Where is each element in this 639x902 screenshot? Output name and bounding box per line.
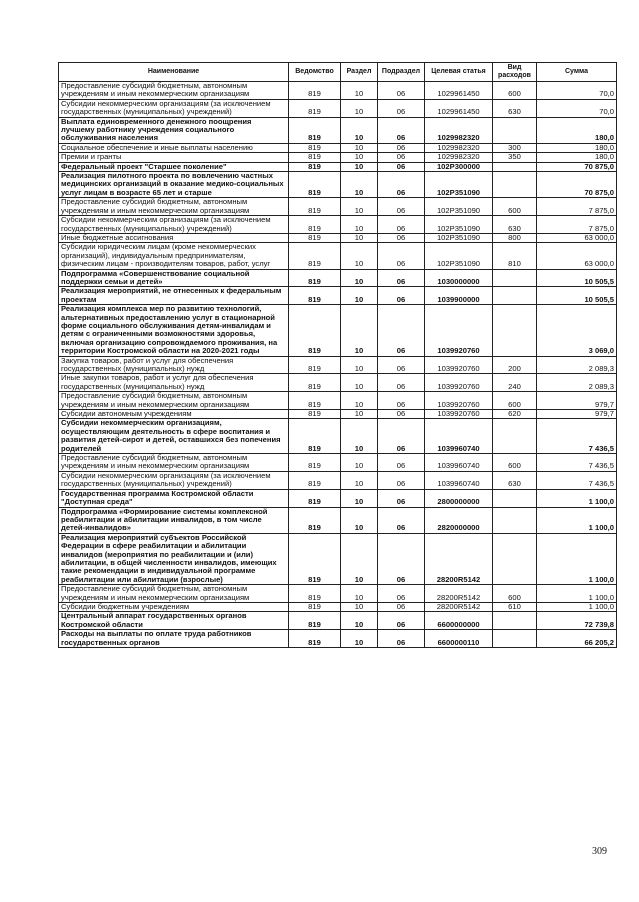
cell-vid-rashodov: 610 <box>493 602 537 611</box>
cell-name: Премии и гранты <box>59 153 289 162</box>
cell-name: Выплата единовременного денежного поощрения лучшему работнику учреждения социального обслуживания населения <box>59 117 289 143</box>
cell-vedomstvo: 819 <box>289 471 341 489</box>
table-row <box>59 117 617 143</box>
cell-vid-rashodov <box>493 419 537 454</box>
cell-vedomstvo: 819 <box>289 172 341 198</box>
cell-razdel: 10 <box>341 99 378 117</box>
cell-celevaya-statya: 1039960740 <box>425 419 493 454</box>
table-row <box>59 454 617 472</box>
cell-vedomstvo: 819 <box>289 602 341 611</box>
cell-vid-rashodov: 300 <box>493 143 537 152</box>
cell-vid-rashodov: 630 <box>493 471 537 489</box>
cell-celevaya-statya: 102P351090 <box>425 233 493 242</box>
cell-razdel: 10 <box>341 533 378 584</box>
cell-vedomstvo: 819 <box>289 99 341 117</box>
cell-vedomstvo: 819 <box>289 216 341 234</box>
header-summa: Сумма <box>537 63 617 82</box>
cell-summa: 63 000,0 <box>537 243 617 269</box>
cell-name: Закупка товаров, работ и услуг для обеспечения государственных (муниципальных) нужд <box>59 356 289 374</box>
cell-name: Реализация комплекса мер по развитию технологий, альтернативных предоставлению услуг в стационарной форме социального обслуживания детям-инвалидам и детям с ограниченными возможностями здоровья, включая организацию сопровождаемого проживания, на территории Костромской области на 2020-2021 годы <box>59 305 289 356</box>
cell-podrazdel: 06 <box>378 117 425 143</box>
cell-razdel: 10 <box>341 602 378 611</box>
cell-name: Федеральный проект "Старшее поколение" <box>59 162 289 171</box>
cell-podrazdel: 06 <box>378 269 425 287</box>
cell-name: Предоставление субсидий бюджетным, автономным учреждениям и иным некоммерческим организациям <box>59 454 289 472</box>
cell-summa: 1 100,0 <box>537 507 617 533</box>
cell-podrazdel: 06 <box>378 507 425 533</box>
cell-podrazdel: 06 <box>378 489 425 507</box>
cell-razdel: 10 <box>341 356 378 374</box>
cell-podrazdel: 06 <box>378 82 425 100</box>
table-header-row <box>59 63 617 82</box>
cell-vedomstvo: 819 <box>289 489 341 507</box>
cell-name: Иные закупки товаров, работ и услуг для обеспечения государственных (муниципальных) нужд <box>59 374 289 392</box>
cell-vid-rashodov <box>493 172 537 198</box>
cell-name: Подпрограмма «Совершенствование социальной поддержки семьи и детей» <box>59 269 289 287</box>
cell-name: Субсидии некоммерческим организациям (за исключением государственных (муниципальных) учреждений) <box>59 99 289 117</box>
table-row <box>59 143 617 152</box>
cell-podrazdel: 06 <box>378 198 425 216</box>
table-row <box>59 269 617 287</box>
cell-vid-rashodov: 630 <box>493 216 537 234</box>
cell-celevaya-statya: 1029982320 <box>425 117 493 143</box>
cell-podrazdel: 06 <box>378 419 425 454</box>
cell-celevaya-statya: 102P351090 <box>425 243 493 269</box>
cell-summa: 70,0 <box>537 99 617 117</box>
cell-razdel: 10 <box>341 172 378 198</box>
cell-vedomstvo: 819 <box>289 269 341 287</box>
table-row <box>59 392 617 410</box>
cell-summa: 1 100,0 <box>537 585 617 603</box>
cell-name: Государственная программа Костромской области "Доступная среда" <box>59 489 289 507</box>
cell-summa: 3 069,0 <box>537 305 617 356</box>
cell-vid-rashodov <box>493 489 537 507</box>
cell-celevaya-statya: 1039920760 <box>425 392 493 410</box>
table-body <box>59 82 617 648</box>
table-row <box>59 489 617 507</box>
cell-razdel: 10 <box>341 612 378 630</box>
cell-summa: 10 505,5 <box>537 269 617 287</box>
budget-table <box>58 62 617 648</box>
table-row <box>59 305 617 356</box>
cell-vedomstvo: 819 <box>289 143 341 152</box>
cell-razdel: 10 <box>341 233 378 242</box>
cell-summa: 979,7 <box>537 410 617 419</box>
cell-podrazdel: 06 <box>378 153 425 162</box>
cell-vid-rashodov <box>493 612 537 630</box>
cell-celevaya-statya: 6600000000 <box>425 612 493 630</box>
cell-razdel: 10 <box>341 216 378 234</box>
cell-razdel: 10 <box>341 585 378 603</box>
table-row <box>59 585 617 603</box>
cell-razdel: 10 <box>341 419 378 454</box>
table-row <box>59 612 617 630</box>
cell-name: Предоставление субсидий бюджетным, автономным учреждениям и иным некоммерческим организациям <box>59 198 289 216</box>
cell-vedomstvo: 819 <box>289 419 341 454</box>
cell-podrazdel: 06 <box>378 533 425 584</box>
cell-summa: 66 205,2 <box>537 630 617 648</box>
cell-celevaya-statya: 1029982320 <box>425 153 493 162</box>
cell-name: Субсидии некоммерческим организациям (за исключением государственных (муниципальных) учреждений) <box>59 471 289 489</box>
cell-summa: 2 089,3 <box>537 374 617 392</box>
header-vedomstvo: Ведомство <box>289 63 341 82</box>
cell-vid-rashodov <box>493 507 537 533</box>
cell-podrazdel: 06 <box>378 243 425 269</box>
cell-summa: 180,0 <box>537 143 617 152</box>
cell-vedomstvo: 819 <box>289 305 341 356</box>
cell-vedomstvo: 819 <box>289 243 341 269</box>
cell-razdel: 10 <box>341 630 378 648</box>
cell-podrazdel: 06 <box>378 392 425 410</box>
cell-vedomstvo: 819 <box>289 507 341 533</box>
cell-name: Субсидии автономным учреждениям <box>59 410 289 419</box>
cell-vid-rashodov: 630 <box>493 99 537 117</box>
cell-name: Субсидии некоммерческим организациям (за исключением государственных (муниципальных) учреждений) <box>59 216 289 234</box>
table-row <box>59 630 617 648</box>
cell-razdel: 10 <box>341 269 378 287</box>
cell-podrazdel: 06 <box>378 172 425 198</box>
cell-vid-rashodov: 600 <box>493 82 537 100</box>
header-celevaya-statya: Целевая статья <box>425 63 493 82</box>
table-row <box>59 82 617 100</box>
cell-podrazdel: 06 <box>378 287 425 305</box>
table-row <box>59 198 617 216</box>
cell-podrazdel: 06 <box>378 585 425 603</box>
cell-podrazdel: 06 <box>378 233 425 242</box>
cell-vedomstvo: 819 <box>289 410 341 419</box>
table-row <box>59 507 617 533</box>
cell-razdel: 10 <box>341 143 378 152</box>
cell-celevaya-statya: 1029961450 <box>425 99 493 117</box>
cell-name: Субсидии некоммерческим организациям, осуществляющим деятельность в сфере воспитания и развития детей-сирот и детей, оставшихся без попечения родителей <box>59 419 289 454</box>
cell-summa: 7 875,0 <box>537 198 617 216</box>
cell-vid-rashodov: 600 <box>493 198 537 216</box>
cell-summa: 180,0 <box>537 153 617 162</box>
cell-podrazdel: 06 <box>378 305 425 356</box>
cell-name: Предоставление субсидий бюджетным, автономным учреждениям и иным некоммерческим организациям <box>59 392 289 410</box>
cell-podrazdel: 06 <box>378 410 425 419</box>
cell-summa: 70,0 <box>537 82 617 100</box>
cell-podrazdel: 06 <box>378 356 425 374</box>
cell-vedomstvo: 819 <box>289 356 341 374</box>
header-podrazdel: Подраздел <box>378 63 425 82</box>
cell-podrazdel: 06 <box>378 143 425 152</box>
cell-vedomstvo: 819 <box>289 585 341 603</box>
cell-vid-rashodov: 620 <box>493 410 537 419</box>
table-row <box>59 172 617 198</box>
cell-vedomstvo: 819 <box>289 374 341 392</box>
cell-celevaya-statya: 1039920760 <box>425 410 493 419</box>
cell-summa: 180,0 <box>537 117 617 143</box>
cell-summa: 10 505,5 <box>537 287 617 305</box>
cell-razdel: 10 <box>341 198 378 216</box>
table-row <box>59 216 617 234</box>
cell-celevaya-statya: 6600000110 <box>425 630 493 648</box>
cell-summa: 7 436,5 <box>537 471 617 489</box>
cell-vid-rashodov <box>493 117 537 143</box>
cell-vid-rashodov <box>493 305 537 356</box>
cell-podrazdel: 06 <box>378 471 425 489</box>
cell-vid-rashodov: 350 <box>493 153 537 162</box>
cell-summa: 7 436,5 <box>537 454 617 472</box>
header-razdel: Раздел <box>341 63 378 82</box>
cell-vid-rashodov <box>493 269 537 287</box>
header-name: Наименование <box>59 63 289 82</box>
cell-razdel: 10 <box>341 82 378 100</box>
cell-name: Реализация мероприятий субъектов Российской Федерации в сфере реабилитации и абилитации инвалидов (мероприятия по реабилитации и (или) абилитации, в общей численности инвалидов, имеющих такие рекомендации в индивидуальной программе реабилитации или абилитации (взрослые) <box>59 533 289 584</box>
table-row <box>59 374 617 392</box>
header-vid-rashodov: Вид расходов <box>493 63 537 82</box>
cell-razdel: 10 <box>341 153 378 162</box>
cell-podrazdel: 06 <box>378 216 425 234</box>
cell-name: Субсидии бюджетным учреждениям <box>59 602 289 611</box>
cell-vid-rashodov: 800 <box>493 233 537 242</box>
cell-celevaya-statya: 1029961450 <box>425 82 493 100</box>
cell-name: Реализация мероприятий, не отнесенных к федеральным проектам <box>59 287 289 305</box>
cell-vid-rashodov <box>493 630 537 648</box>
cell-summa: 1 100,0 <box>537 489 617 507</box>
cell-summa: 1 100,0 <box>537 602 617 611</box>
cell-razdel: 10 <box>341 410 378 419</box>
cell-vid-rashodov <box>493 533 537 584</box>
cell-summa: 2 089,3 <box>537 356 617 374</box>
cell-summa: 70 875,0 <box>537 172 617 198</box>
cell-podrazdel: 06 <box>378 162 425 171</box>
table-row <box>59 243 617 269</box>
cell-vedomstvo: 819 <box>289 233 341 242</box>
table-row <box>59 99 617 117</box>
cell-name: Предоставление субсидий бюджетным, автономным учреждениям и иным некоммерческим организациям <box>59 585 289 603</box>
cell-razdel: 10 <box>341 489 378 507</box>
cell-name: Реализация пилотного проекта по вовлечению частных медицинских организаций в оказание медико-социальных услуг лицам в возрасте 65 лет и старше <box>59 172 289 198</box>
cell-vedomstvo: 819 <box>289 82 341 100</box>
cell-celevaya-statya: 102P351090 <box>425 172 493 198</box>
cell-vid-rashodov: 600 <box>493 585 537 603</box>
cell-celevaya-statya: 1039900000 <box>425 287 493 305</box>
cell-vid-rashodov: 600 <box>493 392 537 410</box>
cell-vid-rashodov: 200 <box>493 356 537 374</box>
cell-name: Центральный аппарат государственных органов Костромской области <box>59 612 289 630</box>
cell-summa: 979,7 <box>537 392 617 410</box>
cell-name: Субсидии юридическим лицам (кроме некоммерческих организаций), индивидуальным предпринимателям, физическим лицам - производителям товаров, работ, услуг <box>59 243 289 269</box>
cell-podrazdel: 06 <box>378 602 425 611</box>
cell-vedomstvo: 819 <box>289 198 341 216</box>
table-row <box>59 356 617 374</box>
cell-summa: 7 875,0 <box>537 216 617 234</box>
cell-razdel: 10 <box>341 162 378 171</box>
cell-celevaya-statya: 1030000000 <box>425 269 493 287</box>
cell-celevaya-statya: 2800000000 <box>425 489 493 507</box>
cell-celevaya-statya: 28200R5142 <box>425 585 493 603</box>
cell-podrazdel: 06 <box>378 374 425 392</box>
cell-vid-rashodov: 810 <box>493 243 537 269</box>
cell-razdel: 10 <box>341 374 378 392</box>
cell-podrazdel: 06 <box>378 454 425 472</box>
cell-celevaya-statya: 2820000000 <box>425 507 493 533</box>
cell-vid-rashodov: 600 <box>493 454 537 472</box>
cell-vedomstvo: 819 <box>289 117 341 143</box>
cell-razdel: 10 <box>341 287 378 305</box>
cell-summa: 63 000,0 <box>537 233 617 242</box>
cell-celevaya-statya: 1039960740 <box>425 454 493 472</box>
cell-razdel: 10 <box>341 454 378 472</box>
cell-name: Иные бюджетные ассигнования <box>59 233 289 242</box>
cell-razdel: 10 <box>341 471 378 489</box>
cell-celevaya-statya: 102P351090 <box>425 198 493 216</box>
table-row <box>59 287 617 305</box>
cell-name: Предоставление субсидий бюджетным, автономным учреждениям и иным некоммерческим организациям <box>59 82 289 100</box>
cell-summa: 1 100,0 <box>537 533 617 584</box>
cell-celevaya-statya: 1039920760 <box>425 305 493 356</box>
cell-vedomstvo: 819 <box>289 612 341 630</box>
cell-vedomstvo: 819 <box>289 630 341 648</box>
cell-podrazdel: 06 <box>378 99 425 117</box>
cell-celevaya-statya: 1039960740 <box>425 471 493 489</box>
cell-razdel: 10 <box>341 243 378 269</box>
cell-vedomstvo: 819 <box>289 153 341 162</box>
cell-vid-rashodov <box>493 162 537 171</box>
cell-podrazdel: 06 <box>378 630 425 648</box>
cell-celevaya-statya: 1029982320 <box>425 143 493 152</box>
cell-vedomstvo: 819 <box>289 454 341 472</box>
cell-razdel: 10 <box>341 507 378 533</box>
cell-name: Социальное обеспечение и иные выплаты населению <box>59 143 289 152</box>
table-row <box>59 153 617 162</box>
cell-vedomstvo: 819 <box>289 392 341 410</box>
table-row <box>59 419 617 454</box>
cell-celevaya-statya: 102P351090 <box>425 216 493 234</box>
cell-celevaya-statya: 28200R5142 <box>425 602 493 611</box>
cell-celevaya-statya: 28200R5142 <box>425 533 493 584</box>
cell-razdel: 10 <box>341 305 378 356</box>
cell-razdel: 10 <box>341 392 378 410</box>
cell-celevaya-statya: 1039920760 <box>425 356 493 374</box>
cell-celevaya-statya: 1039920760 <box>425 374 493 392</box>
cell-summa: 72 739,8 <box>537 612 617 630</box>
cell-podrazdel: 06 <box>378 612 425 630</box>
cell-vid-rashodov: 240 <box>493 374 537 392</box>
cell-summa: 70 875,0 <box>537 162 617 171</box>
cell-celevaya-statya: 102P300000 <box>425 162 493 171</box>
table-row <box>59 471 617 489</box>
table-row <box>59 533 617 584</box>
cell-summa: 7 436,5 <box>537 419 617 454</box>
cell-vedomstvo: 819 <box>289 287 341 305</box>
cell-vedomstvo: 819 <box>289 162 341 171</box>
page-number: 309 <box>592 846 607 857</box>
cell-vedomstvo: 819 <box>289 533 341 584</box>
cell-name: Расходы на выплаты по оплате труда работников государственных органов <box>59 630 289 648</box>
cell-razdel: 10 <box>341 117 378 143</box>
cell-name: Подпрограмма «Формирование системы комплексной реабилитации и абилитации инвалидов, в том числе детей-инвалидов» <box>59 507 289 533</box>
cell-vid-rashodov <box>493 287 537 305</box>
